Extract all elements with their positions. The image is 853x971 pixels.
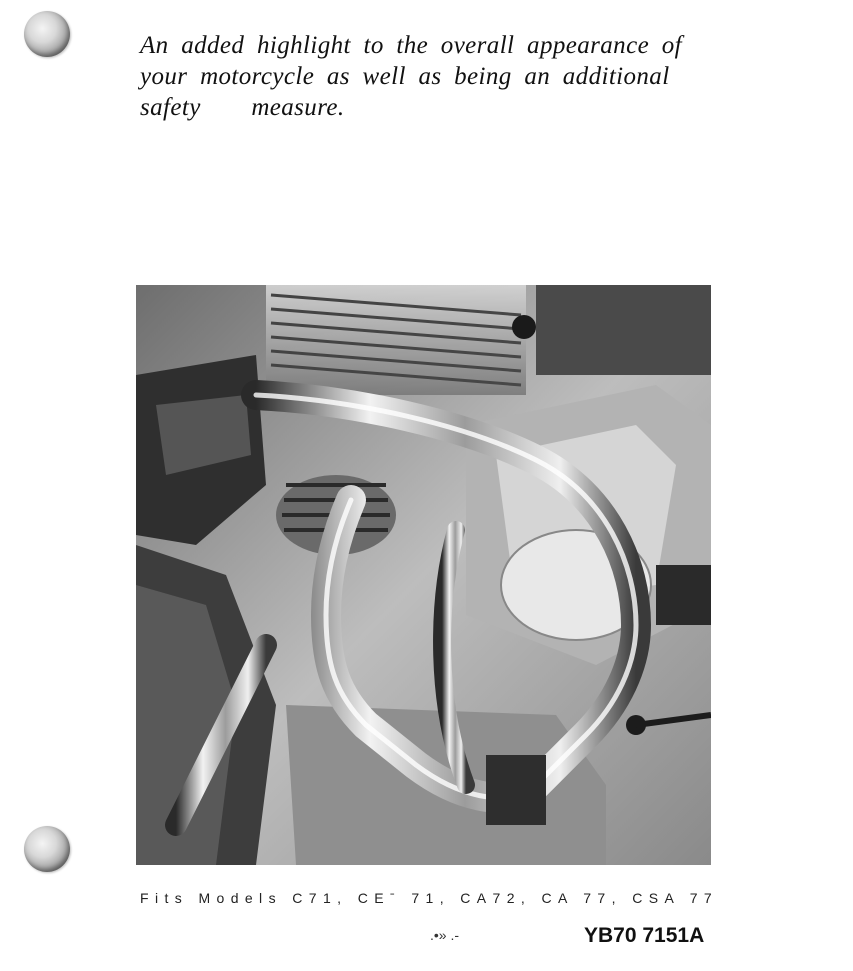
stray-print-marks: .•» .- [430,927,460,943]
part-number: YB70 7151A [584,924,705,947]
intro-text [140,30,715,123]
product-photo [136,285,711,865]
binder-hole-bottom [24,826,70,872]
engine-fins [266,285,526,395]
intro-line-2: your motorcycle as well as being an additional [140,63,670,90]
binder-hole-top [24,11,70,57]
crash-bar-photo [136,285,711,865]
fits-models-text: Fits Models C71, CEˉ 71, CA72, CA 77, CSA 77 [140,890,719,906]
intro-line-1: An added highlight to the overall appearance of [140,32,682,59]
intro-line-3: safety measure. [140,94,345,121]
